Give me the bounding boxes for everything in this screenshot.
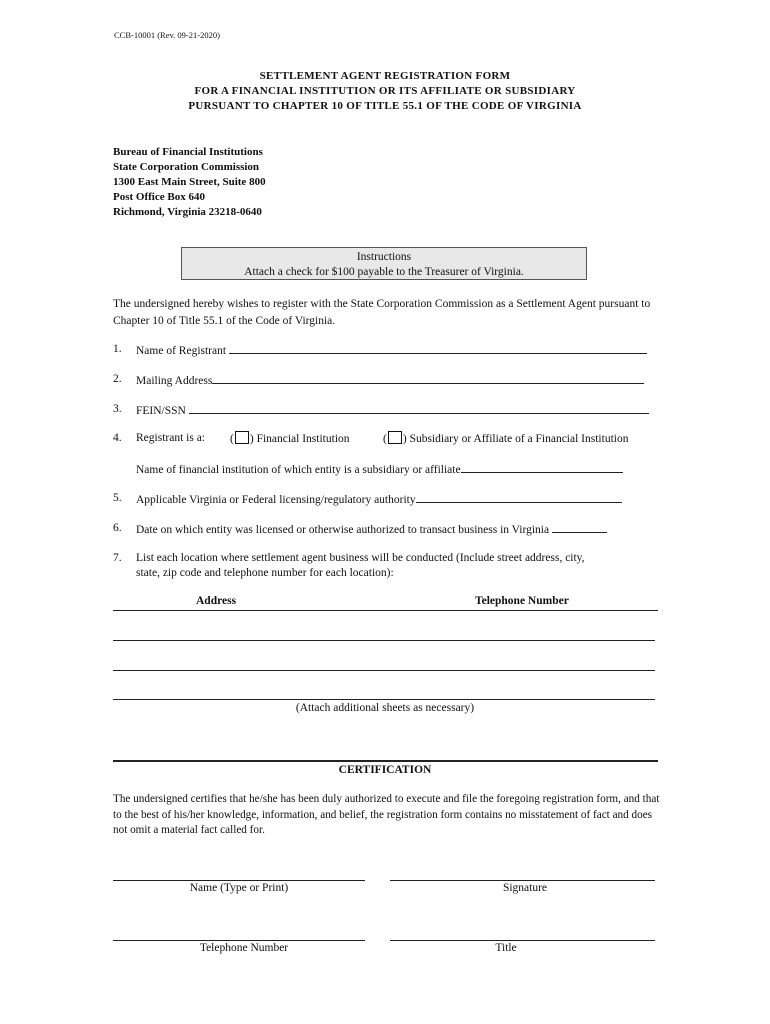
financial-institution-checkbox[interactable] [235, 431, 249, 444]
title-label: Title [495, 942, 517, 954]
form-code: CCB-10001 (Rev. 09-21-2020) [114, 30, 220, 40]
telephone-column-header: Telephone Number [475, 595, 569, 607]
name-signature-line[interactable] [113, 880, 365, 881]
subsidiary-affiliate-label: Subsidiary or Affiliate of a Financial Institution [409, 433, 629, 445]
address-line-2: State Corporation Commission [113, 161, 260, 173]
item-3-number: 3. [113, 403, 122, 415]
fein-ssn-label: FEIN/SSN [136, 405, 186, 417]
instructions-text: Attach a check for $100 payable to the Treasurer of Virginia. [244, 266, 524, 278]
name-of-registrant-field[interactable] [229, 342, 647, 354]
mailing-address-label: Mailing Address [136, 375, 213, 387]
certification-rule [113, 760, 658, 762]
certification-title: CERTIFICATION [338, 764, 432, 776]
registrant-type-label: Registrant is a: [136, 432, 205, 444]
location-entry-line-2[interactable] [113, 670, 655, 671]
location-entry-line-3[interactable] [113, 699, 655, 700]
licensing-authority-label: Applicable Virginia or Federal licensing/regulatory authority [136, 494, 416, 506]
title-signature-line[interactable] [390, 940, 655, 941]
parent-institution-label: Name of financial institution of which entity is a subsidiary or affiliate [136, 464, 461, 476]
name-of-registrant-label: Name of Registrant [136, 345, 227, 357]
instructions-box [181, 247, 587, 280]
address-column-header: Address [196, 595, 237, 607]
form-title-line-3: PURSUANT TO CHAPTER 10 OF TITLE 55.1 OF THE CODE OF VIRGINIA [188, 100, 582, 112]
subsidiary-affiliate-checkbox[interactable] [388, 431, 402, 444]
registrant-option-financial-institution: ( ) Financial Institution [230, 433, 350, 445]
license-date-field[interactable] [552, 521, 607, 533]
name-type-print-label: Name (Type or Print) [189, 882, 289, 894]
licensing-authority-row [136, 491, 622, 508]
license-date-label: Date on which entity was licensed or otherwise authorized to transact business in Virginia [136, 524, 550, 536]
certification-text: The undersigned certifies that he/she has been duly authorized to execute and file the foregoing registration form, and that to the best of his/her knowledge, information, and belief, the registration form contains no misstatement of fact and does not omit a material fact called for. [113, 793, 660, 836]
signature-line[interactable] [390, 880, 655, 881]
item-fein-row [136, 402, 649, 419]
item-2-number: 2. [113, 373, 122, 385]
item-1-number: 1. [113, 343, 122, 355]
form-title-line-2: FOR A FINANCIAL INSTITUTION OR ITS AFFILIATE OR SUBSIDIARY [194, 85, 576, 97]
locations-label-line-1: List each location where settlement agent business will be conducted (Include street address, city, [136, 552, 585, 564]
locations-label-line-2: state, zip code and telephone number for each location): [136, 567, 394, 579]
form-title-line-1: SETTLEMENT AGENT REGISTRATION FORM [259, 70, 511, 82]
registrant-option-subsidiary: ( ) Subsidiary or Affiliate of a Financial Institution [383, 433, 629, 445]
fein-ssn-field[interactable] [189, 402, 649, 414]
intro-paragraph: The undersigned hereby wishes to register with the State Corporation Commission as a Settlement Agent pursuant to Chapter 10 of Title 55.1 of the Code of Virginia. [113, 298, 651, 327]
parent-institution-row [136, 461, 623, 478]
address-line-5: Richmond, Virginia 23218-0640 [113, 206, 262, 218]
item-mailing-row [136, 372, 644, 389]
item-7-number: 7. [113, 552, 122, 564]
signature-label: Signature [502, 882, 548, 894]
telephone-signature-line[interactable] [113, 940, 365, 941]
licensing-authority-field[interactable] [416, 491, 622, 503]
item-6-number: 6. [113, 522, 122, 534]
address-line-4: Post Office Box 640 [113, 191, 205, 203]
address-line-1: Bureau of Financial Institutions [113, 146, 263, 158]
financial-institution-label: Financial Institution [256, 433, 350, 445]
address-line-3: 1300 East Main Street, Suite 800 [113, 176, 266, 188]
license-date-row [136, 521, 607, 538]
item-5-number: 5. [113, 492, 122, 504]
table-header-rule [113, 610, 658, 611]
instructions-heading: Instructions [356, 251, 412, 263]
item-4-number: 4. [113, 432, 122, 444]
attach-sheets-note: (Attach additional sheets as necessary) [295, 702, 475, 714]
telephone-number-label: Telephone Number [199, 942, 289, 954]
parent-institution-field[interactable] [461, 461, 623, 473]
item-name-row [136, 342, 647, 359]
mailing-address-field[interactable] [212, 372, 644, 384]
location-entry-line-1[interactable] [113, 640, 655, 641]
